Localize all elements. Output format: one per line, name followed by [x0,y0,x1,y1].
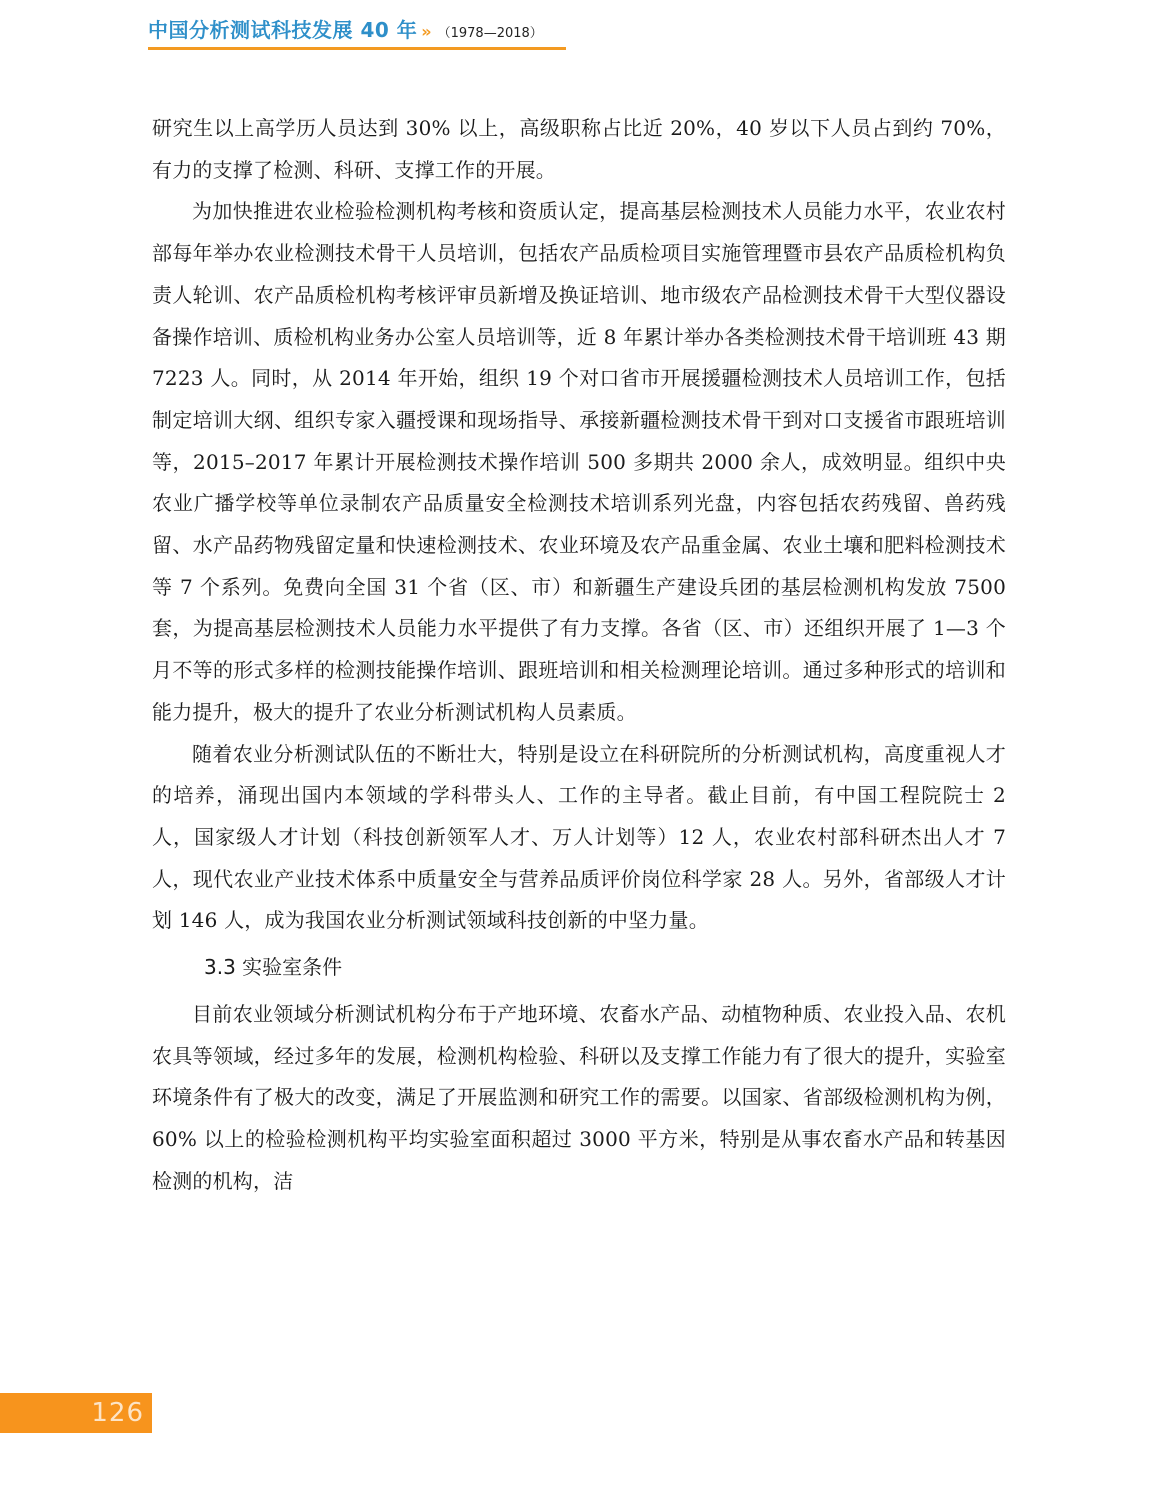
header-rule [148,47,566,50]
paragraph-training: 为加快推进农业检验检测机构考核和资质认定，提高基层检测技术人员能力水平，农业农村部每年举办农业检测技术骨干人员培训，包括农产品质检项目实施管理暨市县农产品质检机构负责人轮训、农产品质检机构考核评审员新增及换证培训、地市级农产品检测技术骨干大型仪器设备操作培训、质检机构业务办公室人员培训等，近 8 年累计举办各类检测技术骨干培训班 43 期 7223 人。同时，从 2014 年开始，组织 19 个对口省市开展援疆检测技术人员培训工作，包括制定培训大纲、组织专家入疆授课和现场指导、承接新疆检测技术骨干到对口支援省市跟班培训等，2015–2017 年累计开展检测技术操作培训 500 多期共 2000 余人，成效明显。组织中央农业广播学校等单位录制农产品质量安全检测技术培训系列光盘，内容包括农药残留、兽药残留、水产品药物残留定量和快速检测技术、农业环境及农产品重金属、农业土壤和肥料检测技术等 7 个系列。免费向全国 31 个省（区、市）和新疆生产建设兵团的基层检测机构发放 7500 套，为提高基层检测技术人员能力水平提供了有力支撑。各省（区、市）还组织开展了 1—3 个月不等的形式多样的检测技能操作培训、跟班培训和相关检测理论培训。通过多种形式的培训和能力提升，极大的提升了农业分析测试机构人员素质。 [152,199,1006,724]
section-heading: 3.3 实验室条件 [204,955,343,980]
paragraph-talent: 随着农业分析测试队伍的不断壮大，特别是设立在科研院所的分析测试机构，高度重视人才的培养，涌现出国内本领域的学科带头人、工作的主导者。截止目前，有中国工程院院士 2 人，国家级人才计划（科技创新领军人才、万人计划等）12 人，农业农村部科研杰出人才 7 人，现代农业产业技术体系中质量安全与营养品质评价岗位科学家 28 人。另外，省部级人才计划 146 人，成为我国农业分析测试领域科技创新的中坚力量。 [152,741,1006,933]
paragraph-continued: 研究生以上高学历人员达到 30% 以上，高级职称占比近 20%，40 岁以下人员占到约 70%，有力的支撑了检测、科研、支撑工作的开展。 [152,116,1006,182]
double-chevron-icon: » [421,22,432,41]
body-text [152,108,1006,1203]
paragraph-laboratory: 目前农业领域分析测试机构分布于产地环境、农畜水产品、动植物种质、农业投入品、农机农具等领域，经过多年的发展，检测机构检验、科研以及支撑工作能力有了很大的提升，实验室环境条件有了极大的改变，满足了开展监测和研究工作的需要。以国家、省部级检测机构为例，60% 以上的检验检测机构平均实验室面积超过 3000 平方米，特别是从事农畜水产品和转基因检测的机构，洁 [152,1002,1006,1193]
page-number: 126 [91,1398,144,1428]
running-header [148,14,543,44]
page-number-box [0,1393,152,1433]
book-years: （1978—2018） [437,26,543,41]
book-title: 中国分析测试科技发展 40 年 [148,18,418,42]
